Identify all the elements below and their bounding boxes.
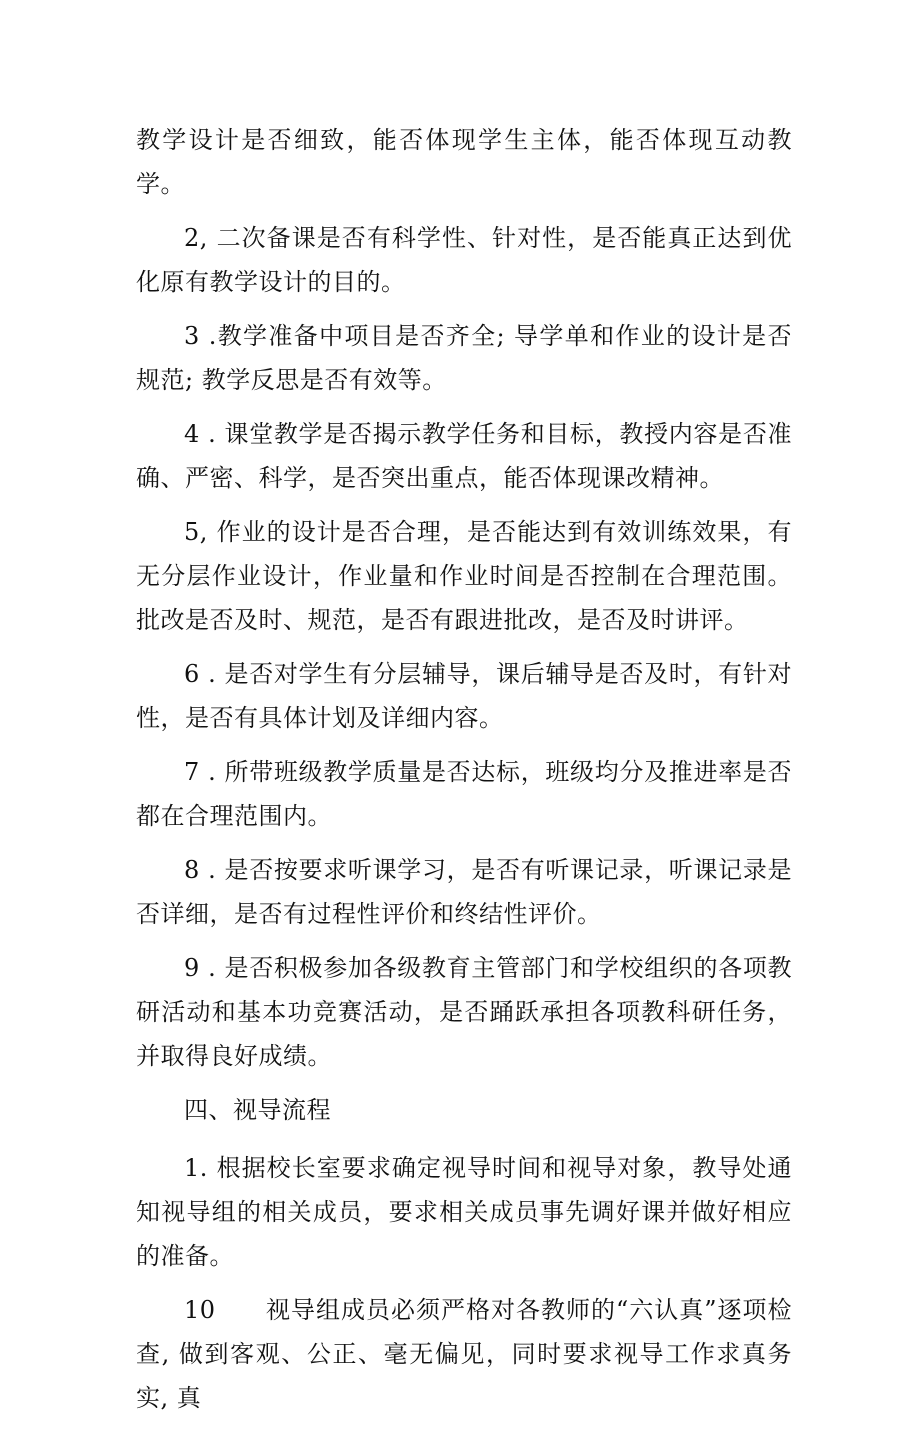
section-heading: 四、视导流程 <box>184 1096 331 1124</box>
paragraph-continuation: 教学设计是否细致，能否体现学生主体，能否体现互动教学。 <box>136 126 792 198</box>
paragraph-item-4: 4 . 课堂教学是否揭示教学任务和目标，教授内容是否准确、严密、科学，是否突出重点，能否体现课改精神。 <box>136 420 792 492</box>
paragraph-item-6: 6 . 是否对学生有分层辅导，课后辅导是否及时，有针对性，是否有具体计划及详细内容。 <box>136 660 792 732</box>
paragraph-item-8: 8 . 是否按要求听课学习，是否有听课记录，听课记录是否详细，是否有过程性评价和终结性评价。 <box>136 856 792 928</box>
document-body <box>136 118 792 1430</box>
paragraph-item-9: 9 . 是否积极参加各级教育主管部门和学校组织的各项教研活动和基本功竞赛活动，是否踊跃承担各项教科研任务，并取得良好成绩。 <box>136 954 792 1070</box>
paragraph-item-2: 2, 二次备课是否有科学性、针对性，是否能真正达到优化原有教学设计的目的。 <box>136 224 792 296</box>
paragraph-item-3: 3 .教学准备中项目是否齐全; 导学单和作业的设计是否规范; 教学反思是否有效等。 <box>136 322 792 394</box>
paragraph-process-2: 10 视导组成员必须严格对各教师的“六认真”逐项检查, 做到客观、公正、毫无偏见，同时要求视导工作求真务实, 真 <box>136 1296 792 1412</box>
paragraph-process-1: 1. 根据校长室要求确定视导时间和视导对象，教导处通知视导组的相关成员，要求相关成员事先调好课并做好相应的准备。 <box>136 1154 792 1270</box>
paragraph-item-5: 5, 作业的设计是否合理，是否能达到有效训练效果，有无分层作业设计，作业量和作业时间是否控制在合理范围。批改是否及时、规范，是否有跟进批改，是否及时讲评。 <box>136 518 792 634</box>
paragraph-item-7: 7 . 所带班级教学质量是否达标，班级均分及推进率是否都在合理范围内。 <box>136 758 792 830</box>
